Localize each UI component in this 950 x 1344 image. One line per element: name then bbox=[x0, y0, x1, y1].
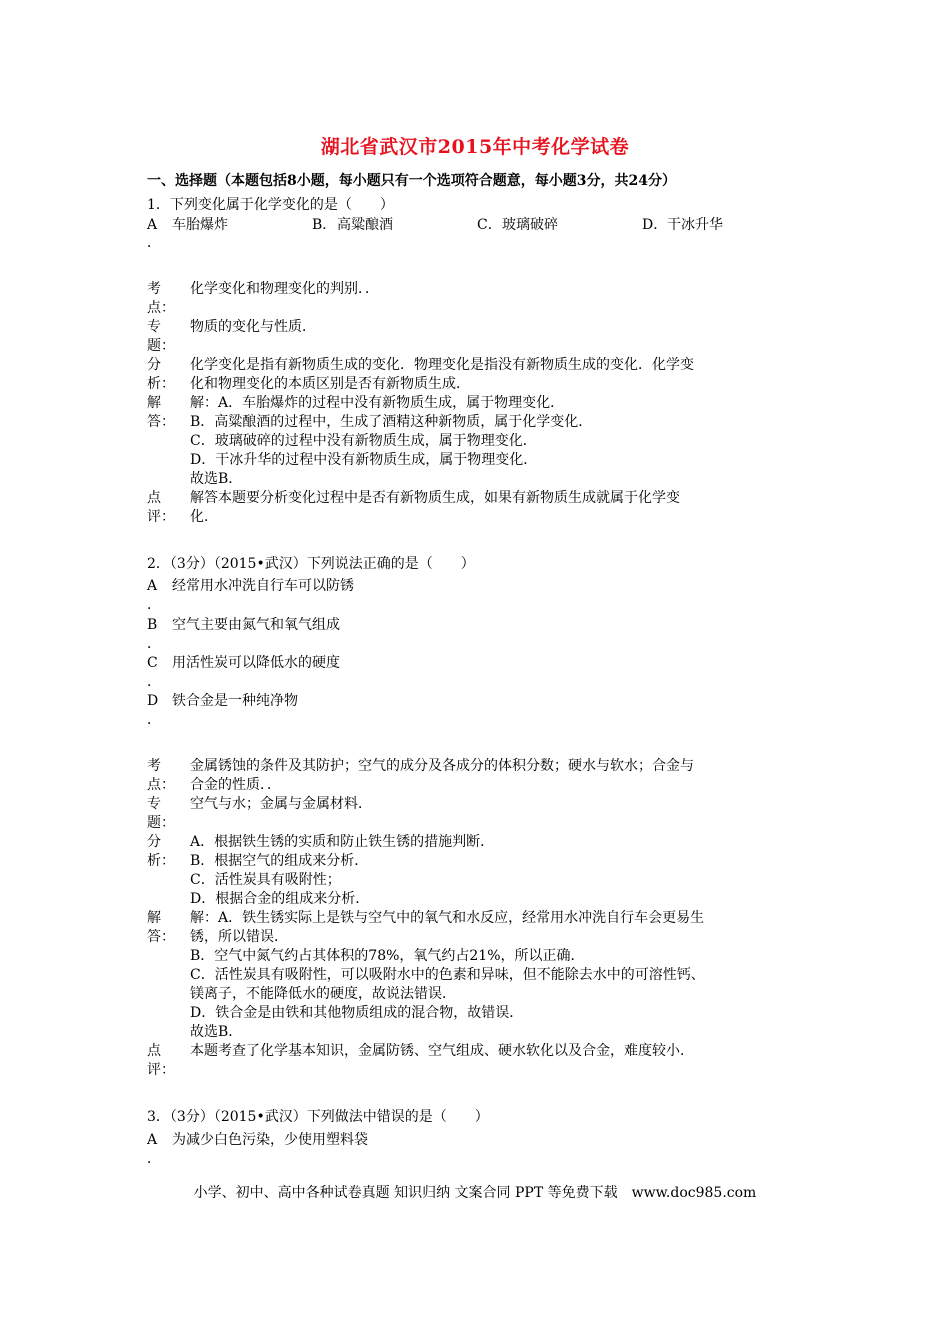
q2-option-b-dot: ． bbox=[147, 636, 161, 652]
q1-option-a-text: 车胎爆炸 bbox=[172, 217, 228, 233]
section-heading: 一、选择题（本题包括8小题，每小题只有一个选项符合题意，每小题3分，共24分） bbox=[147, 173, 676, 189]
q1-jieda-label-2: 答： bbox=[147, 414, 175, 430]
q1-option-b-letter: B． bbox=[312, 217, 337, 233]
q2-fenxi-line-3: C．活性炭具有吸附性； bbox=[190, 872, 341, 888]
footer: 小学、初中、高中各种试卷真题 知识归纳 文案合同 PPT 等免费下载 www.doc985.com bbox=[193, 1185, 757, 1201]
q1-kaodian-label-2: 点： bbox=[147, 300, 175, 316]
q1-zhuanti: 物质的变化与性质． bbox=[190, 319, 316, 335]
q1-jieda-line-1: 解：A．车胎爆炸的过程中没有新物质生成，属于物理变化． bbox=[190, 395, 565, 411]
q1-dianping-line-1: 解答本题要分析变化过程中是否有新物质生成，如果有新物质生成就属于化学变 bbox=[190, 490, 680, 506]
q2-jieda-line-6: D．铁合金是由铁和其他物质组成的混合物，故错误． bbox=[190, 1005, 524, 1021]
q2-fenxi-line-4: D．根据合金的组成来分析． bbox=[190, 891, 370, 907]
q1-jieda-line-4: D．干冰升华的过程中没有新物质生成，属于物理变化． bbox=[190, 452, 538, 468]
q2-dianping-label-2: 评： bbox=[147, 1062, 175, 1078]
q3-option-a-dot: ． bbox=[147, 1151, 161, 1167]
q2-option-d-dot: ． bbox=[147, 712, 161, 728]
q2-kaodian-line-2: 合金的性质．． bbox=[190, 777, 281, 793]
q2-option-d-letter: D bbox=[147, 693, 159, 709]
q2-fenxi-label-1: 分 bbox=[147, 834, 161, 850]
q2-zhuanti-label-2: 题： bbox=[147, 815, 175, 831]
q2-option-b-letter: B bbox=[147, 617, 158, 633]
q1-option-a-letter: A bbox=[147, 217, 158, 233]
q3-stem: 3．（3分）（2015•武汉）下列做法中错误的是（ ） bbox=[147, 1109, 489, 1125]
q2-jieda-label-1: 解 bbox=[147, 910, 161, 926]
q2-kaodian-line-1: 金属锈蚀的条件及其防护；空气的成分及各成分的体积分数；硬水与软水；合金与 bbox=[190, 758, 694, 774]
q2-fenxi-line-2: B．根据空气的组成来分析． bbox=[190, 853, 369, 869]
q1-dianping-label-2: 评： bbox=[147, 509, 175, 525]
q1-fenxi-label-2: 析： bbox=[147, 376, 175, 392]
q1-option-d-letter: D． bbox=[642, 217, 668, 233]
q2-jieda-line-4: C．活性炭具有吸附性，可以吸附水中的色素和异味，但不能除去水中的可溶性钙、 bbox=[190, 967, 705, 983]
q2-kaodian-label-1: 考 bbox=[147, 758, 161, 774]
q1-jieda-line-2: B．高粱酿酒的过程中，生成了酒精这种新物质，属于化学变化． bbox=[190, 414, 593, 430]
q2-option-a-letter: A bbox=[147, 578, 158, 594]
q2-option-b-text: 空气主要由氮气和氧气组成 bbox=[172, 617, 340, 633]
q2-jieda-line-3: B．空气中氮气约占其体积的78%，氧气约占21%，所以正确． bbox=[190, 948, 585, 964]
q1-option-c-letter: C． bbox=[477, 217, 502, 233]
q2-jieda-label-2: 答： bbox=[147, 929, 175, 945]
q2-stem: 2．（3分）（2015•武汉）下列说法正确的是（ ） bbox=[147, 556, 475, 572]
q1-option-a-dot: ． bbox=[147, 235, 161, 251]
q3-option-a-text: 为减少白色污染，少使用塑料袋 bbox=[172, 1132, 368, 1148]
q1-stem: 1．下列变化属于化学变化的是（ ） bbox=[147, 197, 394, 213]
q1-jieda-label-1: 解 bbox=[147, 395, 161, 411]
q2-jieda-line-7: 故选B． bbox=[190, 1024, 243, 1040]
q1-kaodian: 化学变化和物理变化的判别．． bbox=[190, 281, 379, 297]
q2-dianping: 本题考查了化学基本知识，金属防锈、空气组成、硬水软化以及合金，难度较小． bbox=[190, 1043, 694, 1059]
q1-option-c-text: 玻璃破碎 bbox=[502, 217, 558, 233]
q2-dianping-label-1: 点 bbox=[147, 1043, 161, 1059]
q1-kaodian-label-1: 考 bbox=[147, 281, 161, 297]
q2-option-c-text: 用活性炭可以降低水的硬度 bbox=[172, 655, 340, 671]
q1-jieda-line-3: C．玻璃破碎的过程中没有新物质生成，属于物理变化． bbox=[190, 433, 537, 449]
q2-jieda-line-5: 镁离子，不能降低水的硬度，故说法错误． bbox=[190, 986, 456, 1002]
q1-fenxi-line-2: 化和物理变化的本质区别是否有新物质生成． bbox=[190, 376, 470, 392]
q1-jieda-line-5: 故选B． bbox=[190, 471, 243, 487]
q2-option-c-letter: C bbox=[147, 655, 158, 671]
q1-option-d-text: 干冰升华 bbox=[667, 217, 723, 233]
q2-jieda-line-2: 锈，所以错误． bbox=[190, 929, 288, 945]
q2-option-c-dot: ． bbox=[147, 674, 161, 690]
q1-dianping-line-2: 化． bbox=[190, 509, 218, 525]
q1-option-b-text: 高粱酿酒 bbox=[337, 217, 393, 233]
q2-zhuanti-label-1: 专 bbox=[147, 796, 161, 812]
q1-zhuanti-label-2: 题： bbox=[147, 338, 175, 354]
q3-option-a-letter: A bbox=[147, 1132, 158, 1148]
q2-zhuanti: 空气与水；金属与金属材料． bbox=[190, 796, 372, 812]
q2-fenxi-line-1: A．根据铁生锈的实质和防止铁生锈的措施判断． bbox=[190, 834, 495, 850]
q1-fenxi-label-1: 分 bbox=[147, 357, 161, 373]
q2-jieda-line-1: 解：A．铁生锈实际上是铁与空气中的氧气和水反应，经常用水冲洗自行车会更易生 bbox=[190, 910, 705, 926]
q2-kaodian-label-2: 点： bbox=[147, 777, 175, 793]
q1-fenxi-line-1: 化学变化是指有新物质生成的变化．物理变化是指没有新物质生成的变化．化学变 bbox=[190, 357, 694, 373]
q2-fenxi-label-2: 析： bbox=[147, 853, 175, 869]
q2-option-d-text: 铁合金是一种纯净物 bbox=[172, 693, 298, 709]
q1-dianping-label-1: 点 bbox=[147, 490, 161, 506]
q2-option-a-text: 经常用水冲洗自行车可以防锈 bbox=[172, 578, 354, 594]
q2-option-a-dot: ． bbox=[147, 597, 161, 613]
q1-zhuanti-label-1: 专 bbox=[147, 319, 161, 335]
page-title: 湖北省武汉市2015年中考化学试卷 bbox=[320, 136, 630, 158]
